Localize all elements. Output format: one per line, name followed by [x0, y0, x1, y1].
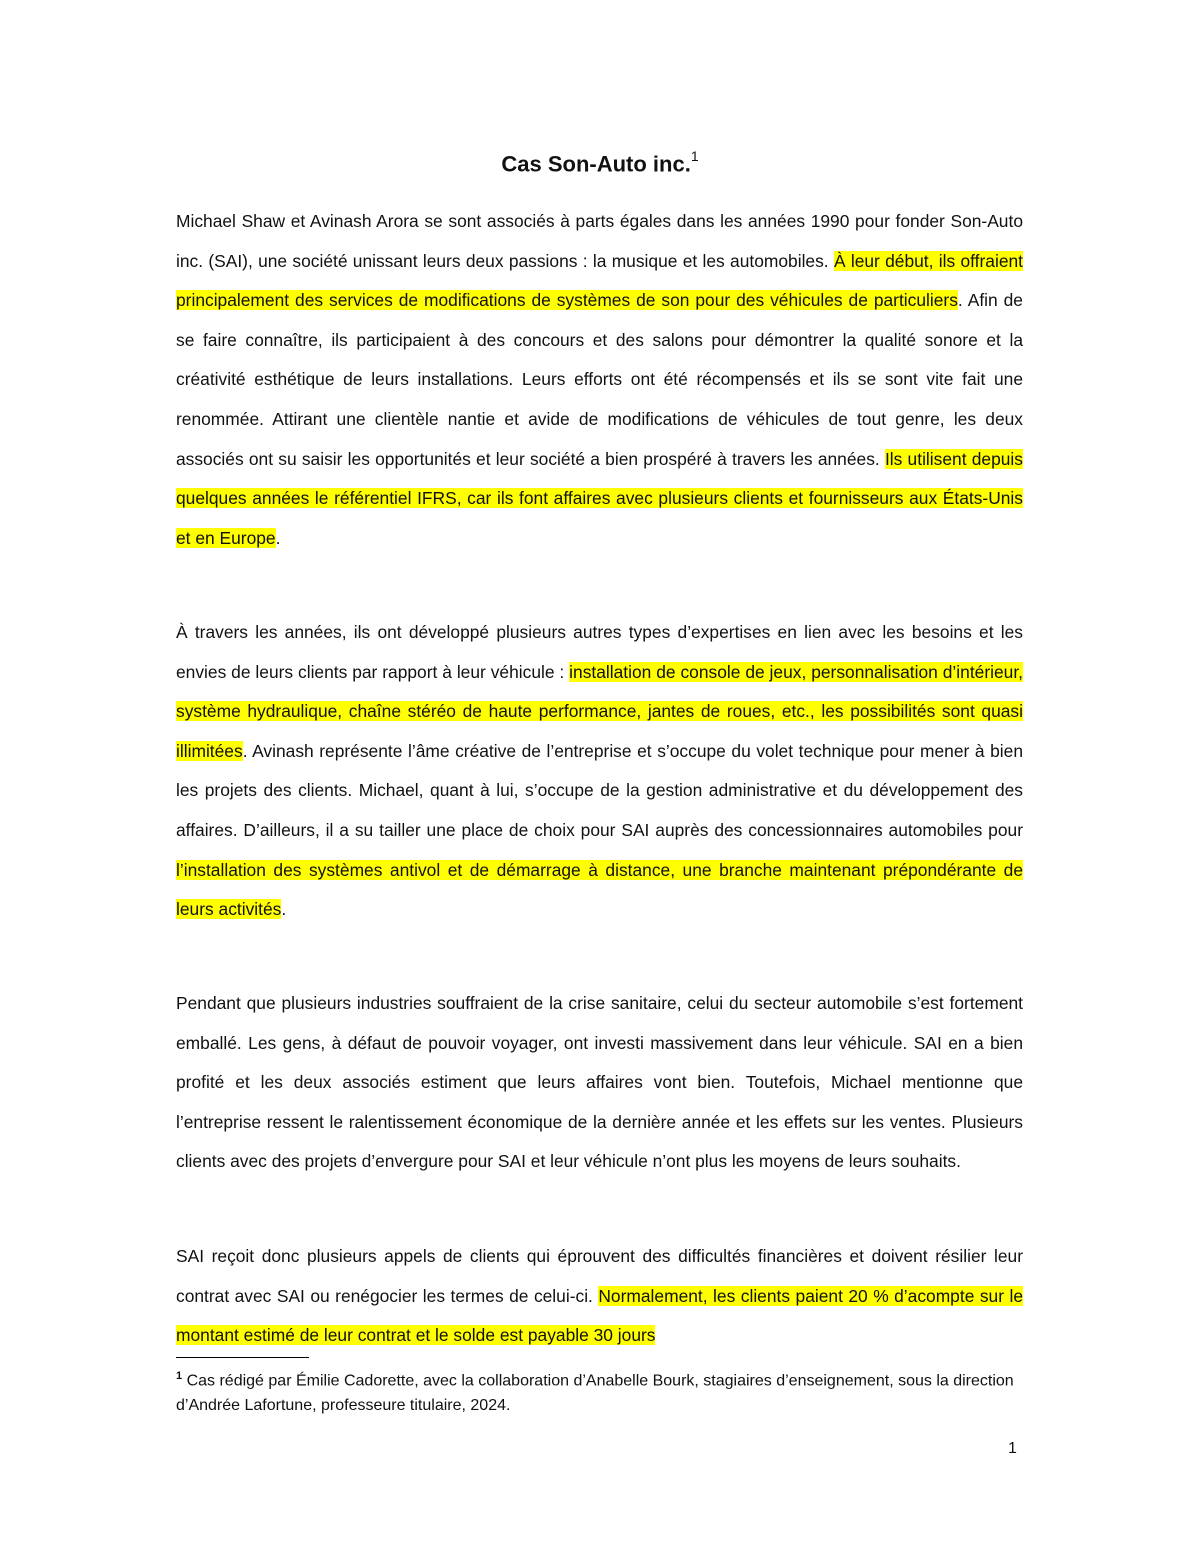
highlighted-text: Ils utilisent depuis quelques années le référentiel IFRS, car ils font affaires avec plusieurs clients et fournisseurs aux États-Unis et en Europe: [176, 448, 1023, 548]
paragraph-4: [176, 1237, 1023, 1356]
paragraph-2: [176, 613, 1023, 930]
footnote-ref: 1: [176, 1370, 183, 1382]
paragraph-text: À travers les années, ils ont développé plusieurs autres types d’expertises en lien avec les besoins et les envies de leurs clients par rapport à leur véhicule :: [176, 622, 1023, 682]
footnote-text: Cas rédigé par Émilie Cadorette, avec la collaboration d’Anabelle Bourk, stagiaires d’enseignement, sous la direction d’Andrée Lafortune, professeure titulaire, 2024.: [176, 1372, 1014, 1415]
paragraph-text: Michael Shaw et Avinash Arora se sont associés à parts égales dans les années 1990 pour fonder Son-Auto inc. (SAI), une société unissant leurs deux passions : la musique et les automobiles.: [176, 211, 1023, 271]
paragraph-text: Pendant que plusieurs industries souffraient de la crise sanitaire, celui du secteur automobile s’est fortement emballé. Les gens, à défaut de pouvoir voyager, ont investi massivement dans leur véhicule. SAI en a bien profité et les deux associés estiment que leurs affaires vont bien. Toutefois, Michael mentionne que l’entreprise ressent le ralentissement économique de la dernière année et les effets sur les ventes. Plusieurs clients avec des projets d’envergure pour SAI et leur véhicule n’ont plus les moyens de leurs souhaits.: [176, 993, 1023, 1172]
paragraph-text: SAI reçoit donc plusieurs appels de clients qui éprouvent des difficultés financières et doivent résilier leur contrat avec SAI ou renégocier les termes de celui-ci.: [176, 1246, 1023, 1306]
paragraph-text: . Avinash représente l’âme créative de l’entreprise et s’occupe du volet technique pour mener à bien les projets des clients. Michael, quant à lui, s’occupe de la gestion administrative et du développement des affaires. D’ailleurs, il a su tailler une place de choix pour SAI auprès des concessionnaires automobiles pour: [176, 740, 1023, 840]
paragraph-text: .: [275, 527, 281, 548]
paragraph-text: . Afin de se faire connaître, ils participaient à des concours et des salons pour démontrer la qualité sonore et la créativité esthétique de leurs installations. Leurs efforts ont été récompensés et ils se sont vite fait une renommée. Attirant une clientèle nantie et avide de modifications de véhicules de tout genre, les deux associés ont su saisir les opportunités et leur société a bien prospéré à travers les années.: [176, 290, 1023, 469]
document-title: [0, 143, 1200, 179]
footnote: [176, 1364, 1026, 1418]
paragraph-1: [176, 202, 1023, 558]
highlighted-text: installation de console de jeux, personnalisation d’intérieur, système hydraulique, chaîne stéréo de haute performance, jantes de roues, etc., les possibilités sont quasi illimitées: [176, 661, 1023, 761]
paragraph-3: [176, 984, 1023, 1182]
title-footnote-ref: 1: [690, 148, 699, 164]
footnote-separator: [176, 1357, 309, 1358]
highlighted-text: Normalement, les clients paient 20 % d’acompte sur le montant estimé de leur contrat et le solde est payable 30 jours: [176, 1285, 1023, 1346]
highlighted-text: À leur début, ils offraient principalement des services de modifications de systèmes de son pour des véhicules de particuliers: [176, 250, 1023, 311]
title-text: Cas Son-Auto inc.: [501, 151, 691, 177]
highlighted-text: l’installation des systèmes antivol et de démarrage à distance, une branche maintenant prépondérante de leurs activités: [176, 859, 1023, 920]
page-number: 1: [1008, 1440, 1017, 1457]
paragraph-text: .: [281, 899, 287, 920]
